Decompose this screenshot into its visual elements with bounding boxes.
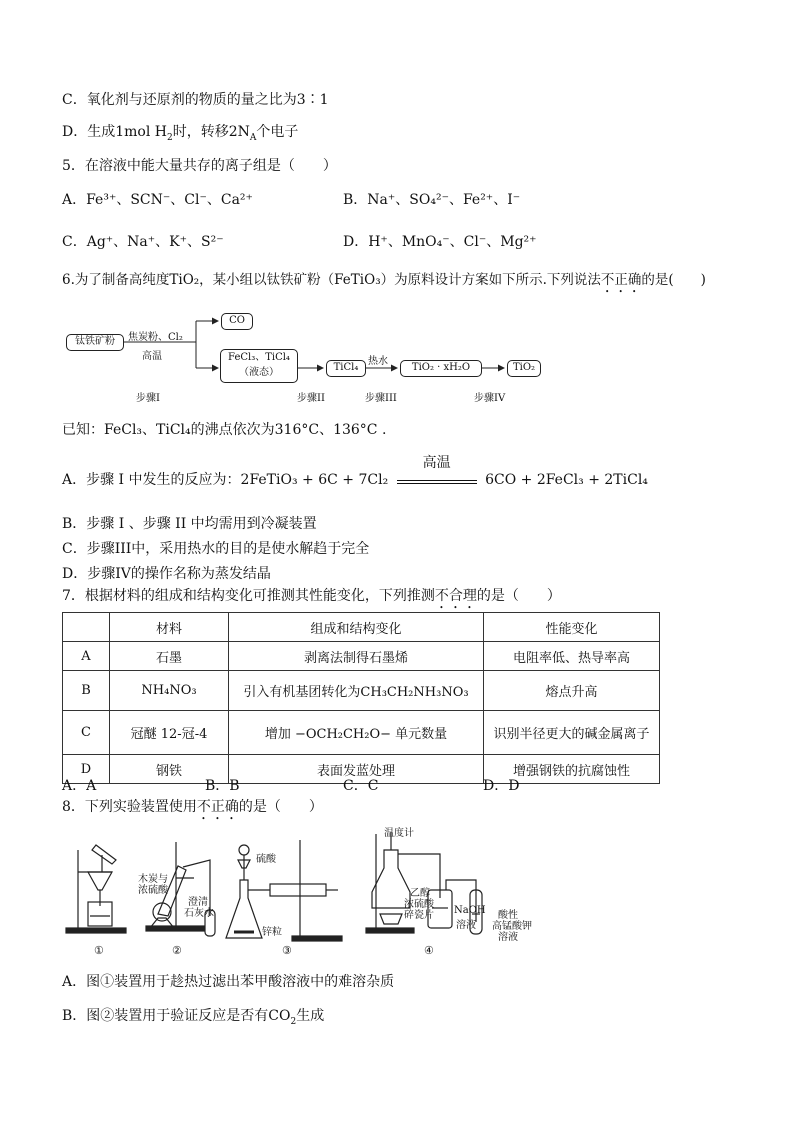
q6-stem-emphasis: 不正确 (600, 272, 642, 288)
q5-option-c: C．Ag⁺、Na⁺、K⁺、S²⁻ (62, 234, 224, 250)
table-header: 材料 (110, 613, 229, 642)
q6-a-right: 6CO + 2FeCl₃ + 2TiCl₄ (485, 472, 648, 488)
q6-a-left: A．步骤 I 中发生的反应为：2FeTiO₃ + 6C + 7Cl₂ (62, 472, 389, 488)
table-cell: 增强钢铁的抗腐蚀性 (484, 755, 660, 784)
q6-known: 已知：FeCl₃、TiCl₄的沸点依次为316°C、136°C . (62, 422, 387, 438)
q7-option-c: C．C (343, 778, 379, 794)
table-header-row (63, 613, 660, 642)
app3-label-a: 硫酸 (256, 854, 276, 865)
q4-d-mid: 时，转移2N (172, 124, 250, 140)
table-cell: 冠醚 12-冠-4 (110, 711, 229, 755)
q8-apparatus (0, 820, 794, 970)
flow-step3: 步骤III (365, 393, 397, 404)
q5-stem: 5．在溶液中能大量共存的离子组是（ ） (62, 158, 337, 174)
q6-option-d: D．步骤IV的操作名称为蒸发结晶 (62, 566, 271, 582)
q7-stem (62, 586, 561, 612)
app4-label-f: 溶液 (456, 920, 476, 931)
q7-stem-emphasis: 不合理 (434, 588, 477, 604)
q7-option-a: A．A (62, 778, 97, 794)
flow-label-reagent: 焦炭粉、Cl₂ (128, 332, 183, 343)
q8-b-tail: 生成 (296, 1008, 325, 1024)
table-row (63, 642, 660, 671)
app3-label-b: 锌粒 (262, 927, 282, 938)
table-header: 性能变化 (484, 613, 660, 642)
app4-label-c: 浓硫酸 (404, 899, 434, 910)
q7-option-b: B．B (205, 778, 240, 794)
flow-mix-line1: FeCl₃、TiCl₄ (228, 352, 290, 363)
q7-stem-text: 7．根据材料的组成和结构变化可推测其性能变化，下列推测 (62, 588, 435, 604)
q5-option-d: D．H⁺、MnO₄⁻、Cl⁻、Mg²⁺ (343, 234, 537, 250)
table-cell: C (63, 711, 110, 755)
flow-label-hot-water: 热水 (368, 356, 388, 367)
q6-a-cond: 高温 (422, 455, 451, 471)
q8-b-text: B．图②装置用于验证反应是否有CO (62, 1008, 291, 1024)
q6-stem-tail: 的是( ) (641, 272, 706, 288)
table-row (63, 671, 660, 711)
q4-d-sub: 2 (166, 132, 173, 143)
flow-box-mix (220, 349, 298, 383)
table-cell: 剥离法制得石墨烯 (229, 642, 484, 671)
apparatus-1-filter (66, 845, 126, 933)
table-header (63, 613, 110, 642)
q7-stem-tail: 的是（ ） (476, 588, 561, 604)
table-cell: 引入有机基团转化为CH₃CH₂NH₃NO₃ (229, 671, 484, 711)
q6-option-c: C．步骤III中，采用热水的目的是使水解趋于完全 (62, 541, 370, 557)
app4-label-e: NaOH (454, 905, 486, 916)
app4-label-b: 乙醇 (410, 888, 430, 899)
q6-option-a (62, 455, 648, 490)
apparatus-num-2: ② (172, 944, 182, 957)
q4-d-post: 个电子 (256, 124, 299, 140)
apparatus-num-1: ① (94, 944, 104, 957)
q8-stem-tail: 的是（ ） (238, 799, 323, 815)
table-cell: 钢铁 (110, 755, 229, 784)
q7-table (62, 612, 660, 784)
q7-option-d: D．D (483, 778, 520, 794)
flow-box-tio2: TiO₂ (507, 360, 541, 377)
table-cell: 电阻率低、热导率高 (484, 642, 660, 671)
flow-box-co: CO (221, 313, 253, 330)
flow-step1: 步骤I (136, 393, 160, 404)
table-cell: NH₄NO₃ (110, 671, 229, 711)
table-cell: 表面发蓝处理 (229, 755, 484, 784)
table-cell: 增加 −OCH₂CH₂O− 单元数量 (229, 711, 484, 755)
app2-label-c: 澄清 (188, 897, 208, 908)
app4-label-d: 碎瓷片 (404, 910, 434, 921)
q8-b-sub: 2 (290, 1016, 297, 1027)
flow-box-ticl4: TiCl₄ (326, 360, 366, 377)
flow-box-hydrate: TiO₂ · xH₂O (400, 360, 482, 377)
q8-stem-emphasis: 不正确 (196, 799, 239, 815)
q4-d-sub2: A (249, 132, 257, 143)
table-row (63, 711, 660, 755)
table-cell: 熔点升高 (484, 671, 660, 711)
app4-label-g: 酸性 (498, 910, 518, 921)
apparatus-num-4: ④ (424, 944, 434, 957)
q6-stem-text: 6.为了制备高纯度TiO₂，某小组以钛铁矿粉（FeTiO₃）为原料设计方案如下所示.下列说法 (62, 272, 601, 288)
table-cell: A (63, 642, 110, 671)
table-cell: 识别半径更大的碱金属离子 (484, 711, 660, 755)
apparatus-3-syringe (226, 840, 342, 941)
q8-stem-text: 8．下列实验装置使用 (62, 799, 197, 815)
flow-mix-line2: （液态） (239, 367, 279, 378)
table-header: 组成和结构变化 (229, 613, 484, 642)
table-cell: 石墨 (110, 642, 229, 671)
q6-a-equals (397, 455, 477, 484)
q6-option-b: B．步骤 I 、步骤 II 中均需用到冷凝装置 (62, 516, 317, 532)
app2-label-a: 木炭与 (138, 874, 168, 885)
q5-option-b: B．Na⁺、SO₄²⁻、Fe²⁺、I⁻ (343, 192, 521, 208)
table-cell: B (63, 671, 110, 711)
app4-label-h: 高锰酸钾 (492, 921, 532, 932)
flow-label-cond: 高温 (142, 351, 162, 362)
app2-label-d: 石灰水 (184, 908, 214, 919)
apparatus-num-3: ③ (282, 944, 292, 957)
flow-step2: 步骤II (297, 393, 325, 404)
q4-d-text: D．生成1mol H (62, 124, 167, 140)
q8-option-a: A．图①装置用于趁热过滤出苯甲酸溶液中的难溶杂质 (62, 974, 395, 990)
q5-option-a: A．Fe³⁺、SCN⁻、Cl⁻、Ca²⁺ (62, 192, 253, 208)
q6-flow-arrows (0, 0, 794, 420)
app4-label-a: 温度计 (384, 828, 414, 839)
app2-label-b: 浓硫酸 (138, 885, 168, 896)
q4-option-c: C．氧化剂与还原剂的物质的量之比为3∶1 (62, 92, 329, 108)
flow-box-start: 钛铁矿粉 (66, 334, 124, 351)
table-cell: D (63, 755, 110, 784)
q8-option-b (62, 1006, 324, 1026)
flow-step4: 步骤IV (474, 393, 506, 404)
app4-label-i: 溶液 (498, 932, 518, 943)
